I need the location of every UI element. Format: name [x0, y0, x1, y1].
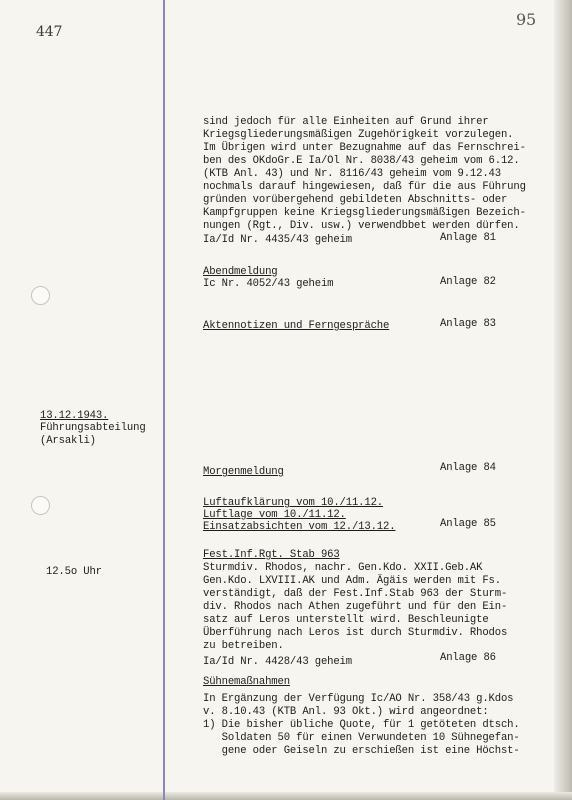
- punch-hole: [31, 496, 50, 515]
- margin-rule: [163, 0, 165, 800]
- body-line: In Ergänzung der Verfügung Ic/AO Nr. 358/43 g.Kdos: [203, 693, 514, 705]
- body-line: gene oder Geiseln zu erschießen ist eine Höchst-: [203, 745, 520, 757]
- margin-date: 13.12.1943.: [40, 410, 109, 422]
- paragraph-line: Im Übrigen wird unter Bezugnahme auf das Fernschrei-: [203, 142, 526, 154]
- folio-number-right: 95: [516, 10, 537, 29]
- reference-number: Ia/Id Nr. 4428/43 geheim: [203, 656, 352, 668]
- paragraph-line: Kampfgruppen keine Kriegsgliederungsmäßigen Bezeich-: [203, 207, 526, 219]
- annex-label: Anlage 83: [440, 318, 496, 330]
- body-line: Soldaten 50 für einen Verwundeten 10 Sühnegefan-: [203, 732, 520, 744]
- annex-label: Anlage 84: [440, 462, 496, 474]
- section-heading: Aktennotizen und Ferngespräche: [203, 320, 390, 332]
- body-line: div. Rhodos nach Athen zugeführt und für den Ein-: [203, 601, 508, 613]
- section-heading: Einsatzabsichten vom 12./13.12.: [203, 521, 396, 533]
- page-edge-shadow: [554, 0, 572, 800]
- body-line: v. 8.10.43 (KTB Anl. 93 Okt.) wird angeordnet:: [203, 706, 489, 718]
- paragraph-line: (KTB Anl. 43) und Nr. 8116/43 geheim vom 9.12.43: [203, 168, 501, 180]
- margin-department: Führungsabteilung: [40, 422, 146, 434]
- body-line: 1) Die bisher übliche Quote, für 1 getöteten dtsch.: [203, 719, 520, 731]
- paragraph-line: ben des OKdoGr.E Ia/Ol Nr. 8038/43 geheim vom 6.12.: [203, 155, 520, 167]
- folio-number-left: 447: [36, 24, 63, 40]
- section-heading: Sühnemaßnahmen: [203, 676, 290, 688]
- margin-time: 12.5o Uhr: [46, 566, 102, 578]
- body-line: satz auf Leros unterstellt wird. Beschleunigte: [203, 614, 489, 626]
- section-heading: Abendmeldung: [203, 266, 278, 278]
- paragraph-line: sind jedoch für alle Einheiten auf Grund ihrer: [203, 116, 489, 128]
- annex-label: Anlage 81: [440, 232, 496, 244]
- section-heading: Luftlage vom 10./11.12.: [203, 509, 346, 521]
- section-heading: Luftaufklärung vom 10./11.12.: [203, 497, 384, 509]
- annex-label: Anlage 85: [440, 518, 496, 530]
- paragraph-line: nochmals darauf hingewiesen, daß für die aus Führung: [203, 181, 526, 193]
- body-line: Überführung nach Leros ist durch Sturmdiv. Rhodos: [203, 627, 508, 639]
- paragraph-line: gründen vorübergehend gebildeten Abschnitts- oder: [203, 194, 508, 206]
- body-line: Sturmdiv. Rhodos, nachr. Gen.Kdo. XXII.Geb.AK: [203, 562, 483, 574]
- punch-hole: [31, 286, 50, 305]
- paragraph-line: nungen (Rgt., Div. usw.) verwendbbet werden dürfen.: [203, 220, 520, 232]
- section-heading: Fest.Inf.Rgt. Stab 963: [203, 549, 340, 561]
- body-line: zu betreiben.: [203, 640, 284, 652]
- annex-label: Anlage 82: [440, 276, 496, 288]
- body-line: verständigt, daß der Fest.Inf.Stab 963 der Sturm-: [203, 588, 508, 600]
- reference-number: Ia/Id Nr. 4435/43 geheim: [203, 234, 352, 246]
- reference-number: Ic Nr. 4052/43 geheim: [203, 278, 334, 290]
- body-line: Gen.Kdo. LXVIII.AK und Adm. Ägäis werden mit Fs.: [203, 575, 501, 587]
- annex-label: Anlage 86: [440, 652, 496, 664]
- paragraph-line: Kriegsgliederungsmäßigen Zugehörigkeit vorzulegen.: [203, 129, 514, 141]
- page-bottom-shadow: [0, 792, 572, 800]
- margin-place: (Arsakli): [40, 435, 96, 447]
- section-heading: Morgenmeldung: [203, 466, 284, 478]
